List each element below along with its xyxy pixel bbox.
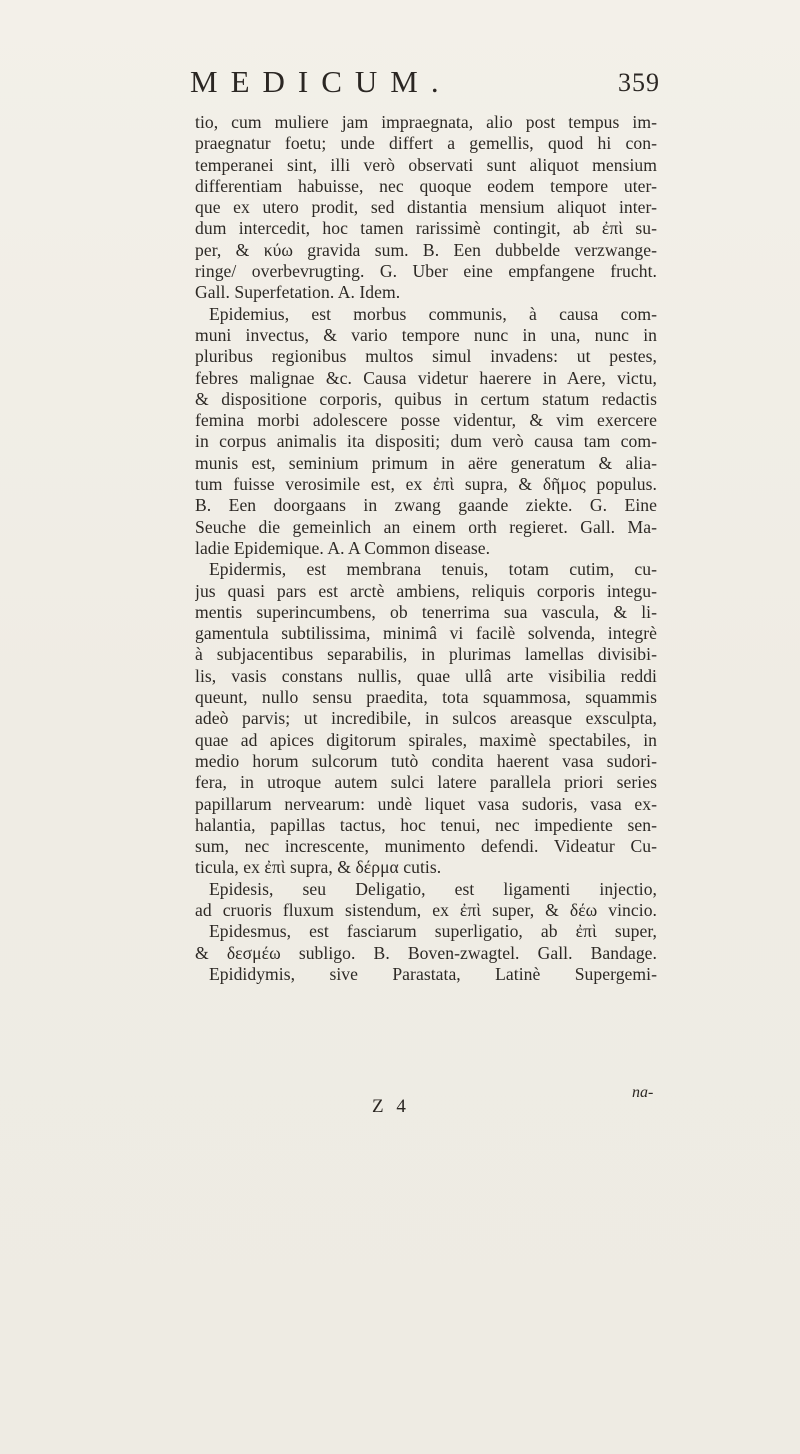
text-line: femina morbi adolescere posse videntur, & vim exercere — [195, 410, 657, 431]
text-line: gamentula subtilissima, minimâ vi facilè solvenda, integrè — [195, 623, 657, 644]
page-number: 359 — [618, 68, 660, 97]
body-text — [195, 112, 657, 985]
text-line: praegnatur foetu; unde differt a gemellis, quod hi con- — [195, 133, 657, 154]
text-line: munis est, seminium primum in aëre generatum & alia- — [195, 452, 657, 473]
entry-start-line: Epidermis, est membrana tenuis, totam cutim, cu- — [209, 559, 657, 580]
text-line: per, & κύω gravida sum. B. Een dubbelde verzwange- — [195, 239, 657, 260]
text-line: differentiam habuisse, nec quoque eodem tempore uter- — [195, 175, 657, 196]
text-line: febres malignae &c. Causa videtur haerere in Aere, victu, — [195, 367, 657, 388]
text-line: ladie Epidemique. A. A Common disease. — [195, 537, 491, 558]
text-line: quae ad apices digitorum spirales, maximè spectabiles, in — [195, 729, 657, 750]
text-line: lis, vasis constans nullis, quae ullâ arte visibilia reddi — [195, 665, 657, 686]
text-line: B. Een doorgaans in zwang gaande ziekte. G. Eine — [195, 495, 657, 516]
text-line: dum intercedit, hoc tamen rarissimè contingit, ab ἐπὶ su- — [195, 218, 657, 239]
text-line: & dispositione corporis, quibus in certum statum redactis — [195, 388, 657, 409]
text-line: à subjacentibus separabilis, in plurimas lamellas divisibi- — [195, 644, 657, 665]
entry-start-line: Epidemius, est morbus communis, à causa com- — [209, 303, 657, 324]
text-line: muni invectus, & vario tempore nunc in una, nunc in — [195, 324, 657, 345]
text-line: que ex utero prodit, sed distantia mensium aliquot inter- — [195, 197, 657, 218]
entry-start-line: Epididymis, sive Parastata, Latinè Supergemi- — [209, 963, 657, 984]
entry-start-line: Epidesis, seu Deligatio, est ligamenti injectio, — [209, 878, 657, 899]
text-line: fera, in utroque autem sulci latere parallela priori series — [195, 772, 657, 793]
text-line: sum, nec increscente, munimento defendi. Videatur Cu- — [195, 836, 657, 857]
text-line: papillarum nervearum: undè liquet vasa sudoris, vasa ex- — [195, 793, 657, 814]
text-line: in corpus animalis ita dispositi; dum verò causa tam com- — [195, 431, 657, 452]
entry-start-line: Epidesmus, est fasciarum superligatio, ab ἐπὶ super, — [209, 921, 657, 942]
catchword: na- — [632, 1084, 654, 1101]
text-line: tum fuisse verosimile est, ex ἐπὶ supra, & δῆμος populus. — [195, 474, 657, 495]
signature-mark: Z 4 — [372, 1096, 410, 1117]
text-line: ringe/ overbevrugting. G. Uber eine empfangene frucht. — [195, 261, 657, 282]
text-line: ticula, ex ἐπὶ supra, & δέρμα cutis. — [195, 857, 442, 878]
running-head: MEDICUM. — [190, 64, 452, 99]
text-line: & δεσμέω subligo. B. Boven-zwagtel. Gall. Bandage. — [195, 942, 657, 963]
text-line: halantia, papillas tactus, hoc tenui, nec impediente sen- — [195, 814, 657, 835]
text-line: pluribus regionibus multos simul invadens: ut pestes, — [195, 346, 657, 367]
text-line: mentis superincumbens, ob tenerrima sua vascula, & li- — [195, 601, 657, 622]
text-line: jus quasi pars est arctè ambiens, reliquis corporis integu- — [195, 580, 657, 601]
page-header — [190, 64, 660, 108]
text-line: Gall. Superfetation. A. Idem. — [195, 282, 401, 303]
text-line: medio horum sulcorum tutò condita haerent vasa sudori- — [195, 750, 657, 771]
text-line: Seuche die gemeinlich an einem orth regieret. Gall. Ma- — [195, 516, 657, 537]
text-line: tio, cum muliere jam impraegnata, alio post tempus im- — [195, 112, 657, 132]
blank-lower-margin — [0, 1130, 800, 1454]
text-line: queunt, nullo sensu praedita, tota squammosa, squammis — [195, 687, 657, 708]
text-line: temperanei sint, illi verò observati sunt aliquot mensium — [195, 154, 657, 175]
text-line: adeò parvis; ut incredibile, in sulcos areasque exsculpta, — [195, 708, 657, 729]
text-line: ad cruoris fluxum sistendum, ex ἐπὶ super, & δέω vincio. — [195, 899, 657, 920]
